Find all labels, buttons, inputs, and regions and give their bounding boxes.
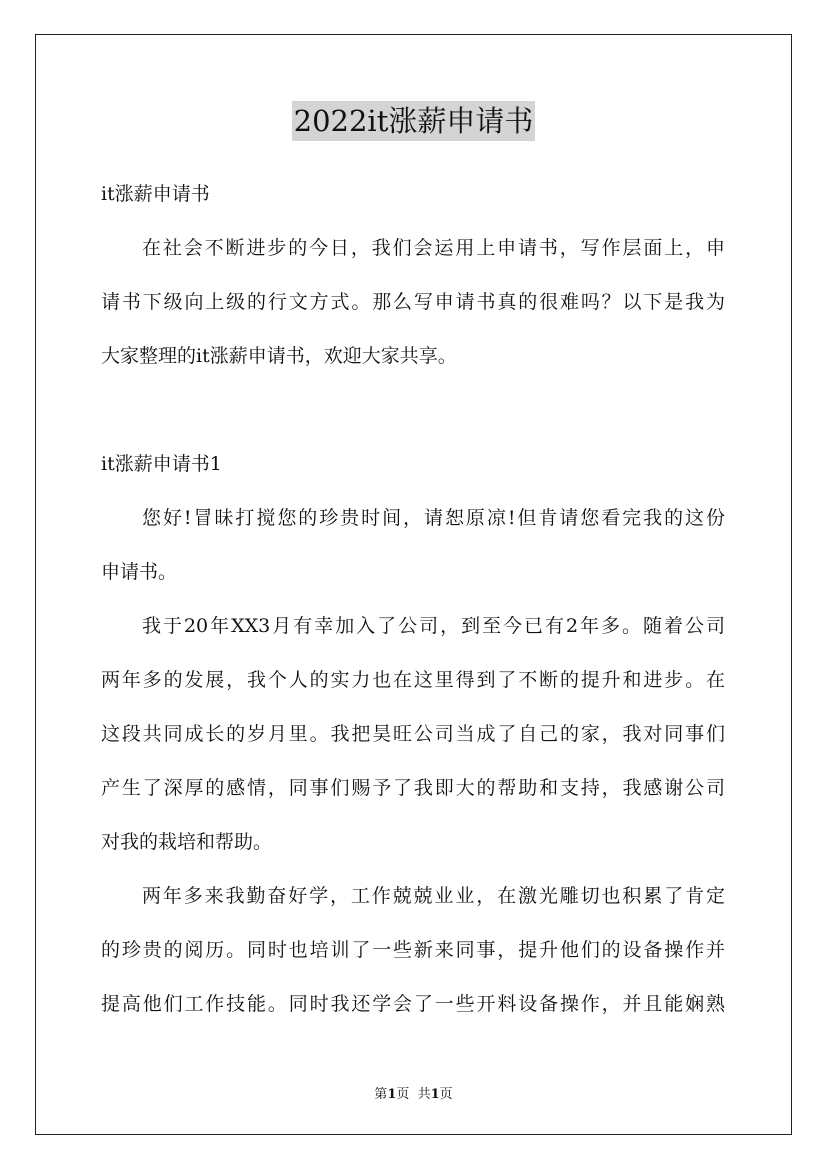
body-line-9: 的珍贵的阅历。同时也培训了一些新来同事，提升他们的设备操作并 [101,939,725,961]
body-line-2: 申请书。 [101,561,178,583]
footer-mid: 页 共 [396,1087,431,1102]
page-footer [0,1083,827,1102]
footer-suffix: 页 [439,1087,453,1102]
section-heading: it涨薪申请书1 [101,453,222,475]
body-line-1: 您好!冒昧打搅您的珍贵时间，请恕原凉!但肯请您看完我的这份 [142,507,725,529]
footer-prefix: 第 [374,1087,388,1102]
body-line-5: 这段共同成长的岁月里。我把昊旺公司当成了自己的家，我对同事们 [101,723,725,745]
body-line-4: 两年多的发展，我个人的实力也在这里得到了不断的提升和进步。在 [101,669,725,691]
body-line-10: 提高他们工作技能。同时我还学会了一些开料设备操作，并且能娴熟 [101,993,725,1015]
document-title: 2022it涨薪申请书 [292,101,536,141]
body-line-8: 两年多来我勤奋好学，工作兢兢业业，在激光雕切也积累了肯定 [142,885,725,907]
body-line-7: 对我的栽培和帮助。 [101,831,273,853]
footer-page-current: 1 [387,1087,397,1102]
title-wrap [0,101,827,141]
subheading: it涨薪申请书 [101,183,210,205]
intro-line-2: 请书下级向上级的行文方式。那么写申请书真的很难吗？以下是我为 [101,291,725,313]
footer-page-total: 1 [430,1087,440,1102]
body-line-3: 我于20年XX3月有幸加入了公司，到至今已有2年多。随着公司 [142,615,725,637]
body-line-6: 产生了深厚的感情，同事们赐予了我即大的帮助和支持，我感谢公司 [101,777,725,799]
intro-line-3: 大家整理的it涨薪申请书，欢迎大家共享。 [101,345,457,367]
intro-line-1: 在社会不断进步的今日，我们会运用上申请书，写作层面上，申 [142,237,725,259]
